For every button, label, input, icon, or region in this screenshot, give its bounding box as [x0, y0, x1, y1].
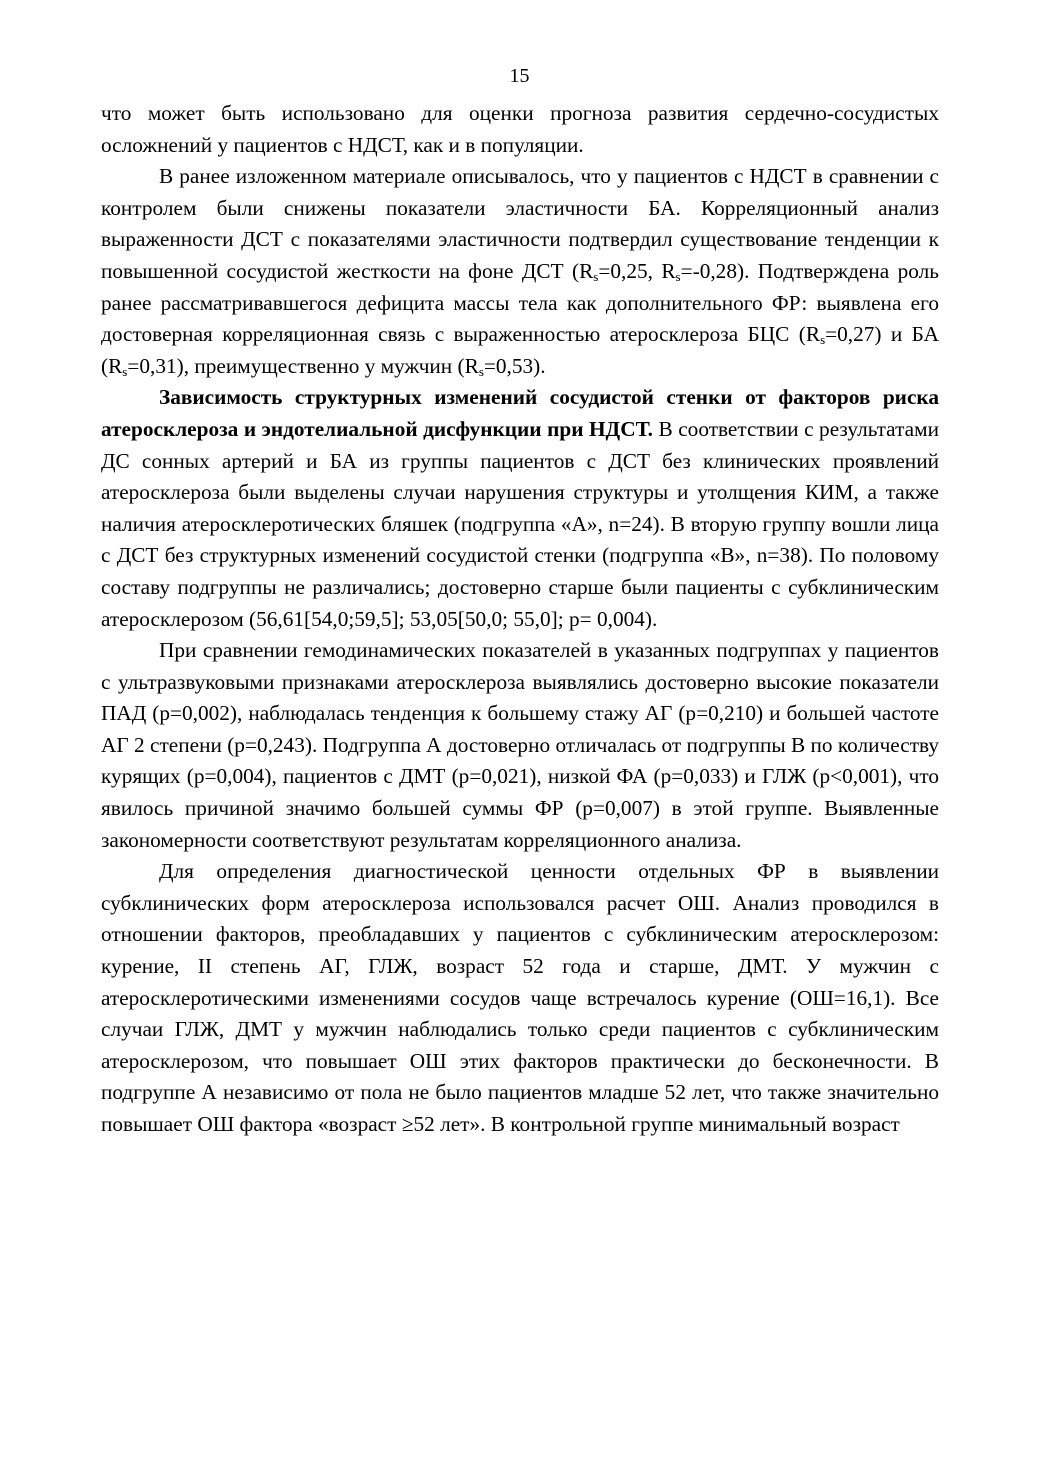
- paragraph-2-text-5: =0,31), преимущественно у мужчин (R: [127, 353, 479, 378]
- paragraph-5: Для определения диагностической ценности отдельных ФР в выявлении субклинических форм атеросклероза использовался расчет ОШ. Анализ проводился в отношении факторов, преобладавших у пациентов с субклиническим атеросклерозом: курение, II степень АГ, ГЛЖ, возраст 52 года и старше, ДМТ. У мужчин с атеросклеротическими изменениями сосудов чаще встречалось курение (ОШ=16,1). Все случаи ГЛЖ, ДМТ у мужчин наблюдались только среди пациентов с субклиническим атеросклерозом, что повышает ОШ этих факторов практически до бесконечности. В подгруппе А независимо от пола не было пациентов младше 52 лет, что также значительно повышает ОШ фактора «возраст ≥52 лет». В контрольной группе минимальный возраст: [101, 859, 939, 1136]
- subscript-s: s: [122, 363, 128, 379]
- paragraph-3: [101, 382, 939, 635]
- paragraph-2: [101, 161, 939, 382]
- paragraph-3-text: В соответствии с результатами ДС сонных артерий и БА из группы пациентов с ДСТ без клинических проявлений атеросклероза были выделены случаи нарушения структуры и утолщения КИМ, а также наличия атеросклеротических бляшек (подгруппа «А», n=24). В вторую группу вошли лица с ДСТ без структурных изменений сосудистой стенки (подгруппа «В», n=38). По половому составу подгруппы не различались; достоверно старше были пациенты с субклиническим атеросклерозом (56,61[54,0;59,5]; 53,05[50,0; 55,0]; p= 0,004).: [101, 416, 939, 631]
- page-number: 15: [509, 65, 530, 87]
- paragraph-2-text-2: =0,25, R: [598, 258, 676, 283]
- body-text: [101, 98, 939, 1141]
- paragraph-1: что может быть использовано для оценки прогноза развития сердечно-сосудистых осложнений у пациентов с НДСТ, как и в популяции.: [101, 101, 939, 157]
- subscript-s: s: [593, 268, 599, 284]
- paragraph-2-text-4: =0,27) и БА (R: [101, 322, 939, 378]
- section-heading: Зависимость структурных изменений сосудистой стенки от факторов риска атеросклероза и эндотелиальной дисфункции при НДСТ.: [101, 385, 939, 441]
- paragraph-4: При сравнении гемодинамических показателей в указанных подгруппах у пациентов с ультразвуковыми признаками атеросклероза выявлялись достоверно высокие показатели ПАД (p=0,002), наблюдалась тенденция к большему стажу АГ (p=0,210) и большей частоте АГ 2 степени (p=0,243). Подгруппа А достоверно отличалась от подгруппы В по количеству курящих (p=0,004), пациентов с ДМТ (p=0,021), низкой ФА (p=0,033) и ГЛЖ (p<0,001), что явилось причиной значимо большей суммы ФР (p=0,007) в этой группе. Выявленные закономерности соответствуют результатам корреляционного анализа.: [101, 638, 939, 852]
- paragraph-2-text-1: В ранее изложенном материале описывалось, что у пациентов с НДСТ в сравнении с контролем были снижены показатели эластичности БА. Корреляционный анализ выраженности ДСТ с показателями эластичности подтвердил существование тенденции к повышенной сосудистой жесткости на фоне ДСТ (R: [101, 164, 939, 283]
- subscript-s: s: [675, 268, 681, 284]
- paragraph-2-text-6: =0,53).: [483, 353, 546, 378]
- subscript-s: s: [478, 363, 484, 379]
- subscript-s: s: [820, 332, 826, 348]
- paragraph-2-text-3: =-0,28). Подтверждена роль ранее рассматривавшегося дефицита массы тела как дополнительного ФР: выявлена его достоверная корреляционная связь с выраженностью атеросклероза БЦС (R: [101, 258, 939, 347]
